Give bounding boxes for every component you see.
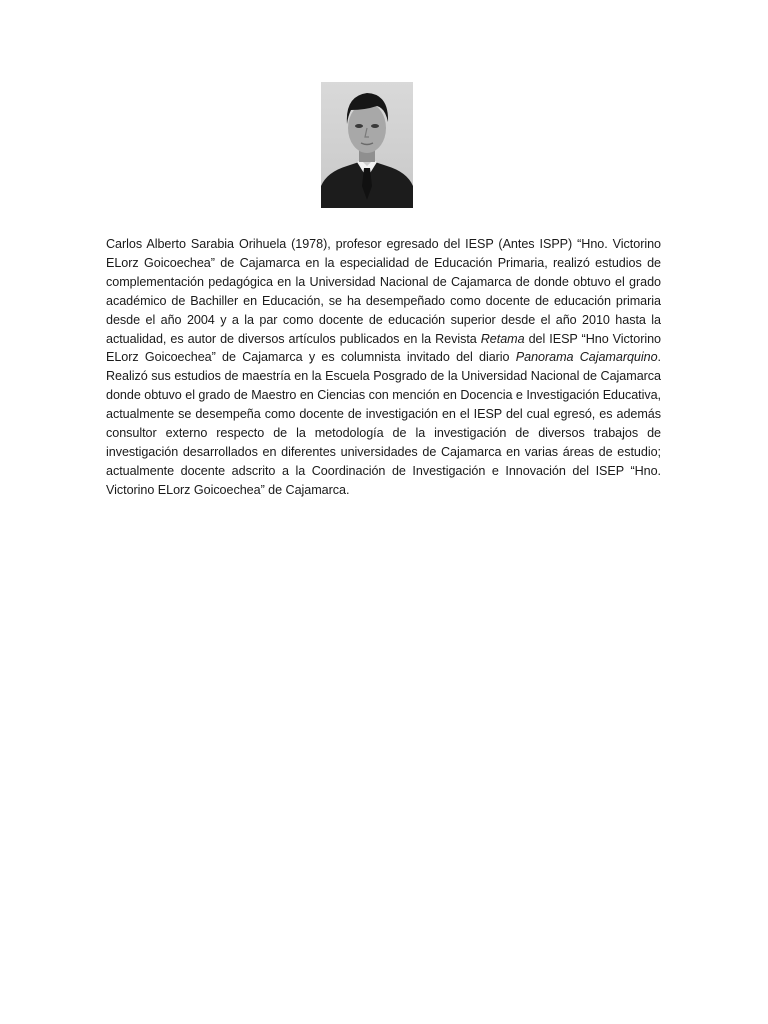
portrait-icon [321,82,413,208]
bio-text-3: . Realizó sus estudios de maestría en la Escuela Posgrado de la Universidad Nacional de Cajamarca donde obtuvo el grado de Maestro en Ciencias con mención en Docencia e Investigación Educativa, actualmente se desempeña como docente de investigación en el IESP del cual egresó, es además consultor externo respecto de la metodología de la investigación de diversos trabajos de investigación desarrollados en diferentes universidades de Cajamarca en varias áreas de estudio; actualmente docente adscrito a la Coordinación de Investigación e Innovación del ISEP “Hno. Victorino ELorz Goicoechea” de Cajamarca. [106,350,661,497]
bio-newspaper-title: Panorama Cajamarquino [515,350,658,365]
portrait-photo [321,82,413,208]
bio-text-1: Carlos Alberto Sarabia Orihuela (1978), profesor egresado del IESP (Antes ISPP) “Hno. Victorino ELorz Goicoechea” de Cajamarca en la especialidad de Educación Primaria, realizó estudios de complementación pedagógica en la Universidad Nacional de Cajamarca de donde obtuvo el grado académico de Bachiller en Educación, se ha desempeñado como docente de educación primaria desde el año 2004 y a la par como docente de educación superior desde el año 2010 hasta la actualidad, es autor de diversos artículos publicados en la Revista [106,237,661,346]
bio-journal-title: Retama [480,331,525,346]
biography-paragraph [106,235,661,500]
bio-text-2: del IESP “Hno Victorino ELorz Goicoechea” de Cajamarca y es columnista invitado del diario [106,331,661,365]
